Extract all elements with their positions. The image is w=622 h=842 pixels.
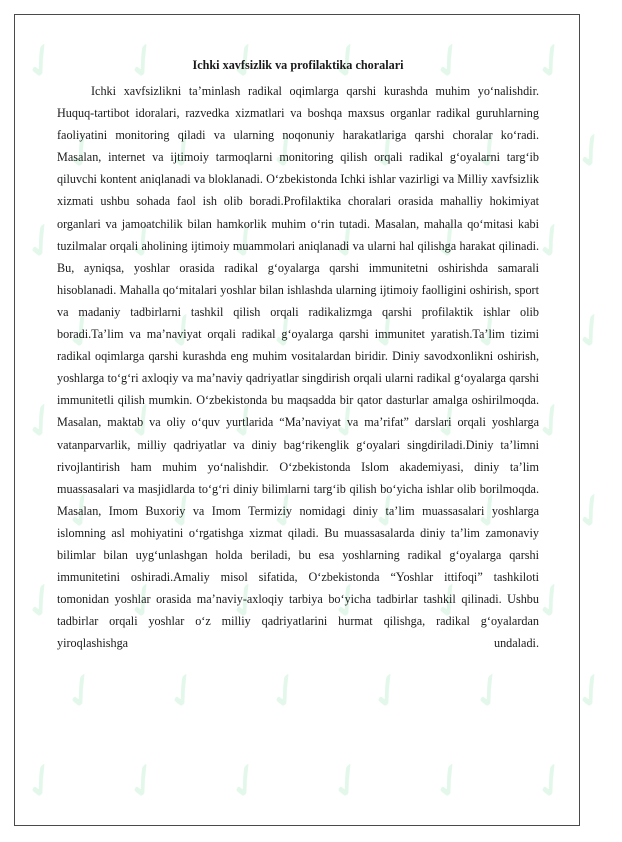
watermark-check-icon: ✓ (520, 207, 582, 275)
watermark-check-icon: ✓ (254, 477, 316, 545)
watermark-check-icon: ✓ (214, 387, 276, 455)
watermark-check-icon: ✓ (316, 567, 378, 635)
watermark-check-icon: ✓ (112, 207, 174, 275)
watermark-check-icon: ✓ (458, 117, 520, 185)
watermark-check-icon: ✓ (112, 567, 174, 635)
watermark-check-icon: ✓ (560, 477, 622, 545)
watermark-check-icon: ✓ (356, 117, 418, 185)
document-body-paragraph: Ichki xavfsizlikni ta’minlash radikal oqimlarga qarshi kurashda muhim yo‘nalishdir. Huquq-tartibot idoralari, razvedka xizmatlari va boshqa maxsus organlar radikal guruhlarning faoliyatini monitoring qiladi va ularning noqonuniy harakatlariga qarshi choralar ko‘radi. Masalan, internet va ijtimoiy tarmoqlarni monitoring qilish orqali radikal g‘oyalarni targ‘ib qiluvchi kontent aniqlanadi va bloklanadi. O‘zbekistonda Ichki ishlar vazirligi va Milliy xavfsizlik xizmati ushbu sohada faol ish olib boradi.Profilaktika choralari orasida mahalliy hokimiyat organlari va jamoatchilik bilan hamkorlik muhim o‘rin tutadi. Masalan, mahalla qo‘mitasi kabi tuzilmalar orqali aholining ijtimoiy muammolari aniqlanadi va ularni hal qilishga harakat qilinadi. Bu, ayniqsa, yoshlar orasida radikal g‘oyalarga qarshi immunitetni oshirishda samarali hisoblanadi. Mahalla qo‘mitalari yoshlar bilan ishlashda ularning ijtimoiy faolligini oshirish, sport va madaniy tadbirlarni tashkil qilish orqali radikalizmga qarshi profilaktik ishlar olib boradi.Ta’lim va ma’naviyat orqali radikal g‘oyalarga qarshi immunitet yaratish.Ta’lim tizimi radikal oqimlarga qarshi kurashda eng muhim vositalardan biridir. Diniy savodxonlikni oshirish, yoshlarga to‘g‘ri axloqiy va ma’naviy qadriyatlar singdirish orqali ularni radikal g‘oyalarga qarshi immunitetli qilish mumkin. O‘zbekistonda bu maqsadda bir qator dasturlar amalga oshirilmoqda. Masalan, maktab va oliy o‘quv yurtlarida “Ma’naviyat va ma’rifat” darslari orqali yoshlarga vatanparvarlik, milliy qadriyatlar va diniy bag‘rikenglik g‘oyalari singdiriladi.Diniy ta’limni rivojlantirish ham muhim yo‘nalishdir. O‘zbekistonda Islom akademiyasi, diniy ta’lim muassasalari va masjidlarda to‘g‘ri diniy bilimlarni targ‘ib qilish bo‘yicha ishlar olib borilmoqda. Masalan, Imom Buxoriy va Imom Termiziy nomidagi diniy ta’lim muassasalari yoshlarga islomning asl mohiyatini o‘rgatishga xizmat qiladi. Bu muassasalarda diniy ta’lim zamonaviy bilimlar bilan uyg‘unlashgan holda beriladi, bu esa yoshlarning radikal g‘oyalarga qarshi immunitetini oshiradi.Amaliy misol sifatida, O‘zbekistonda “Yoshlar ittifoqi” tashkiloti tomonidan yoshlar orasida ma’naviy-axloqiy tarbiya bo‘yicha tadbirlar tashkil qilinadi. Ushbu tadbirlar orqali yoshlar o‘z milliy qadriyatlarini hurmat qilishga, radikal g‘oyalardan yiroqlashishga undaladi. (57, 84, 539, 651)
watermark-check-icon: ✓ (50, 477, 112, 545)
watermark-check-icon: ✓ (112, 747, 174, 815)
watermark-check-icon: ✓ (458, 657, 520, 725)
watermark-check-icon: ✓ (112, 387, 174, 455)
watermark-check-icon: ✓ (560, 657, 622, 725)
watermark-check-icon: ✓ (214, 747, 276, 815)
watermark-check-icon: ✓ (50, 657, 112, 725)
watermark-check-icon: ✓ (418, 747, 480, 815)
watermark-check-icon: ✓ (50, 297, 112, 365)
watermark-check-icon: ✓ (520, 567, 582, 635)
watermark-check-icon: ✓ (316, 207, 378, 275)
document-content (57, 58, 539, 654)
watermark-check-icon: ✓ (458, 477, 520, 545)
watermark-check-icon: ✓ (316, 747, 378, 815)
watermark-check-icon: ✓ (214, 27, 276, 95)
watermark-check-icon: ✓ (316, 27, 378, 95)
watermark-check-icon: ✓ (254, 657, 316, 725)
watermark-check-icon: ✓ (520, 747, 582, 815)
watermark-check-icon: ✓ (254, 297, 316, 365)
watermark-check-icon: ✓ (520, 27, 582, 95)
watermark-check-icon: ✓ (214, 567, 276, 635)
watermark-check-icon: ✓ (418, 207, 480, 275)
document-title: Ichki xavfsizlik va profilaktika choralari (192, 58, 404, 72)
watermark-check-icon: ✓ (356, 477, 418, 545)
watermark-check-icon: ✓ (560, 117, 622, 185)
watermark-check-icon: ✓ (316, 387, 378, 455)
watermark-check-icon: ✓ (418, 567, 480, 635)
watermark-check-icon: ✓ (520, 387, 582, 455)
watermark-check-icon: ✓ (214, 207, 276, 275)
watermark-check-icon: ✓ (560, 297, 622, 365)
watermark-check-icon: ✓ (10, 207, 72, 275)
watermark-check-icon: ✓ (418, 387, 480, 455)
watermark-check-icon: ✓ (152, 477, 214, 545)
watermark-check-icon: ✓ (418, 27, 480, 95)
watermark-check-icon: ✓ (152, 117, 214, 185)
watermark-check-icon: ✓ (458, 297, 520, 365)
watermark-check-icon: ✓ (10, 387, 72, 455)
watermark-check-icon: ✓ (152, 297, 214, 365)
watermark-check-icon: ✓ (356, 297, 418, 365)
watermark-check-icon: ✓ (10, 27, 72, 95)
watermark-check-icon: ✓ (254, 117, 316, 185)
watermark-check-icon: ✓ (152, 657, 214, 725)
watermark-check-icon: ✓ (10, 747, 72, 815)
watermark-check-icon: ✓ (112, 27, 174, 95)
watermark-check-icon: ✓ (356, 657, 418, 725)
watermark-check-icon: ✓ (10, 567, 72, 635)
watermark-check-icon: ✓ (50, 117, 112, 185)
